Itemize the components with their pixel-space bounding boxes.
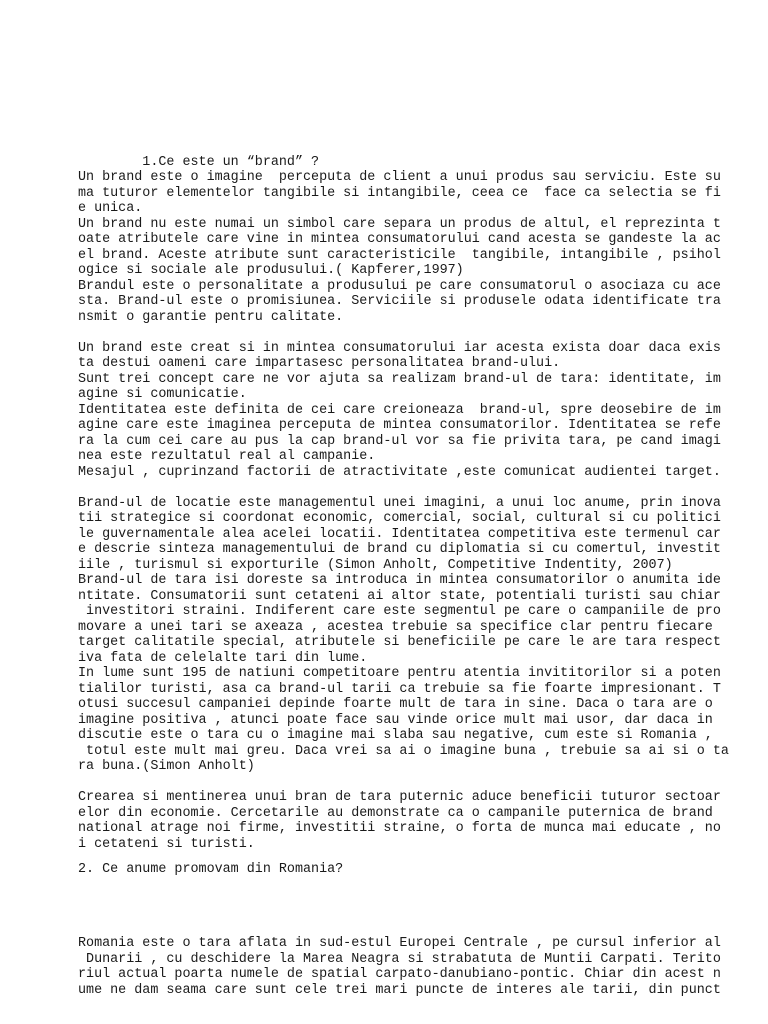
text-line: ume ne dam seama care sunt cele trei mari puncte de interes ale tarii, din punct	[78, 982, 721, 998]
text-line: i cetateni si turisti.	[78, 836, 255, 852]
text-line: Crearea si mentinerea unui bran de tara puternic aduce beneficii tuturor sectoar	[78, 790, 721, 805]
text-line: tii strategice si coordonat economic, comercial, social, cultural si cu politici	[78, 511, 721, 526]
section-1-body	[78, 170, 729, 852]
paragraph-spacer	[78, 325, 698, 341]
text-line: otusi succesul campaniei depinde foarte mult de tara in sine. Daca o tara are o	[78, 697, 713, 712]
section-2-heading	[78, 862, 698, 878]
text-line: nea este rezultatul real al campanie.	[78, 449, 376, 464]
text-line: Dunarii , cu deschidere la Marea Neagra si strabatuta de Muntii Carpati. Terito	[78, 951, 721, 967]
text-line: le guvernamentale alea acelei locatii. Identitatea competitiva este termenul car	[78, 526, 721, 542]
text-line: oate atributele care vine in mintea consumatorului cand acesta se gandeste la ac	[78, 232, 721, 247]
heading-line: 1.Ce este un “brand” ?	[78, 155, 320, 170]
text-line: investitori straini. Indiferent care este segmentul pe care o campaniile de pro	[78, 604, 721, 619]
text-line: e unica.	[78, 201, 143, 216]
text-line: Un brand este creat si in mintea consumatorului iar acesta exista doar daca exis	[78, 340, 721, 356]
text-line: e descrie sinteza managementului de brand cu diplomatia si cu comertul, investit	[78, 542, 721, 557]
text-line: el brand. Aceste atribute sunt caracteristicile tangibile, intangibile , psihol	[78, 247, 721, 263]
text-line: totul este mult mai greu. Daca vrei sa ai o imagine buna , trebuie sa ai si o ta	[78, 743, 729, 759]
text-line: ntitate. Consumatorii sunt cetateni ai altor state, potentiali turisti sau chiar	[78, 588, 721, 604]
text-line: discutie este o tara cu o imagine mai slaba sau negative, cum este si Romania ,	[78, 728, 713, 743]
text-line: Identitatea este definita de cei care creioneaza brand-ul, spre deosebire de im	[78, 402, 721, 418]
text-line: In lume sunt 195 de natiuni competitoare pentru atentia invititorilor si a poten	[78, 666, 721, 681]
text-line: ta destui oameni care impartasesc personalitatea brand-ului.	[78, 356, 561, 371]
section-1-heading	[78, 155, 698, 171]
text-line: movare a unei tari se axeaza , acestea trebuie sa specifice clar pentru fiecare	[78, 619, 713, 635]
text-line: agine si comunicatie.	[78, 387, 247, 402]
text-line: ogice si sociale ale produsului.( Kapferer,1997)	[78, 263, 464, 278]
text-line: tialilor turisti, asa ca brand-ul tarii ca trebuie sa fie foarte impresionant. T	[78, 681, 721, 697]
text-line: Un brand nu este numai un simbol care separa un produs de altul, el reprezinta t	[78, 216, 721, 232]
text-line: Brandul este o personalitate a produsului pe care consumatorul o asociaza cu ace	[78, 278, 721, 294]
text-line: Un brand este o imagine perceputa de client a unui produs sau serviciu. Este su	[78, 170, 721, 185]
paragraph-spacer	[78, 480, 698, 496]
text-line: ra la cum cei care au pus la cap brand-ul vor sa fie privita tara, pe cand imagi	[78, 433, 721, 449]
text-line: riul actual poarta numele de spatial carpato-danubiano-pontic. Chiar din acest n	[78, 967, 721, 982]
section-2-body	[78, 936, 721, 998]
text-line: elor din economie. Cercetarile au demonstrate ca o campanile puternica de brand	[78, 805, 713, 821]
text-line: iva fata de celelalte tari din lume.	[78, 650, 368, 666]
text-line: Mesajul , cuprinzand factorii de atractivitate ,este comunicat audientei target.	[78, 464, 721, 480]
text-line: nsmit o garantie pentru calitate.	[78, 309, 344, 325]
text-line: imagine positiva , atunci poate face sau vinde orice mult mai usor, dar daca in	[78, 712, 713, 728]
text-line: ra buna.(Simon Anholt)	[78, 759, 255, 774]
text-line: Brand-ul de tara isi doreste sa introduca in mintea consumatorilor o anumita ide	[78, 573, 721, 588]
text-line: Brand-ul de locatie este managementul unei imagini, a unui loc anume, prin inova	[78, 495, 721, 511]
text-line: iile , turismul si exporturile (Simon Anholt, Competitive Indentity, 2007)	[78, 557, 673, 573]
paragraph-spacer	[78, 775, 698, 791]
text-line: Romania este o tara aflata in sud-estul Europei Centrale , pe cursul inferior al	[78, 936, 721, 951]
text-line: sta. Brand-ul este o promisiunea. Serviciile si produsele odata identificate tra	[78, 294, 721, 309]
heading-line: 2. Ce anume promovam din Romania?	[78, 862, 344, 877]
text-line: target calitatile special, atributele si beneficiile pe care le are tara respect	[78, 635, 721, 650]
text-line: ma tuturor elementelor tangibile si intangibile, ceea ce face ca selectia se fi	[78, 185, 721, 201]
text-line: agine care este imaginea perceputa de mintea consumatorilor. Identitatea se refe	[78, 418, 721, 433]
text-line: national atrage noi firme, investitii straine, o forta de munca mai educate , no	[78, 821, 721, 836]
text-line: Sunt trei concept care ne vor ajuta sa realizam brand-ul de tara: identitate, im	[78, 371, 721, 387]
